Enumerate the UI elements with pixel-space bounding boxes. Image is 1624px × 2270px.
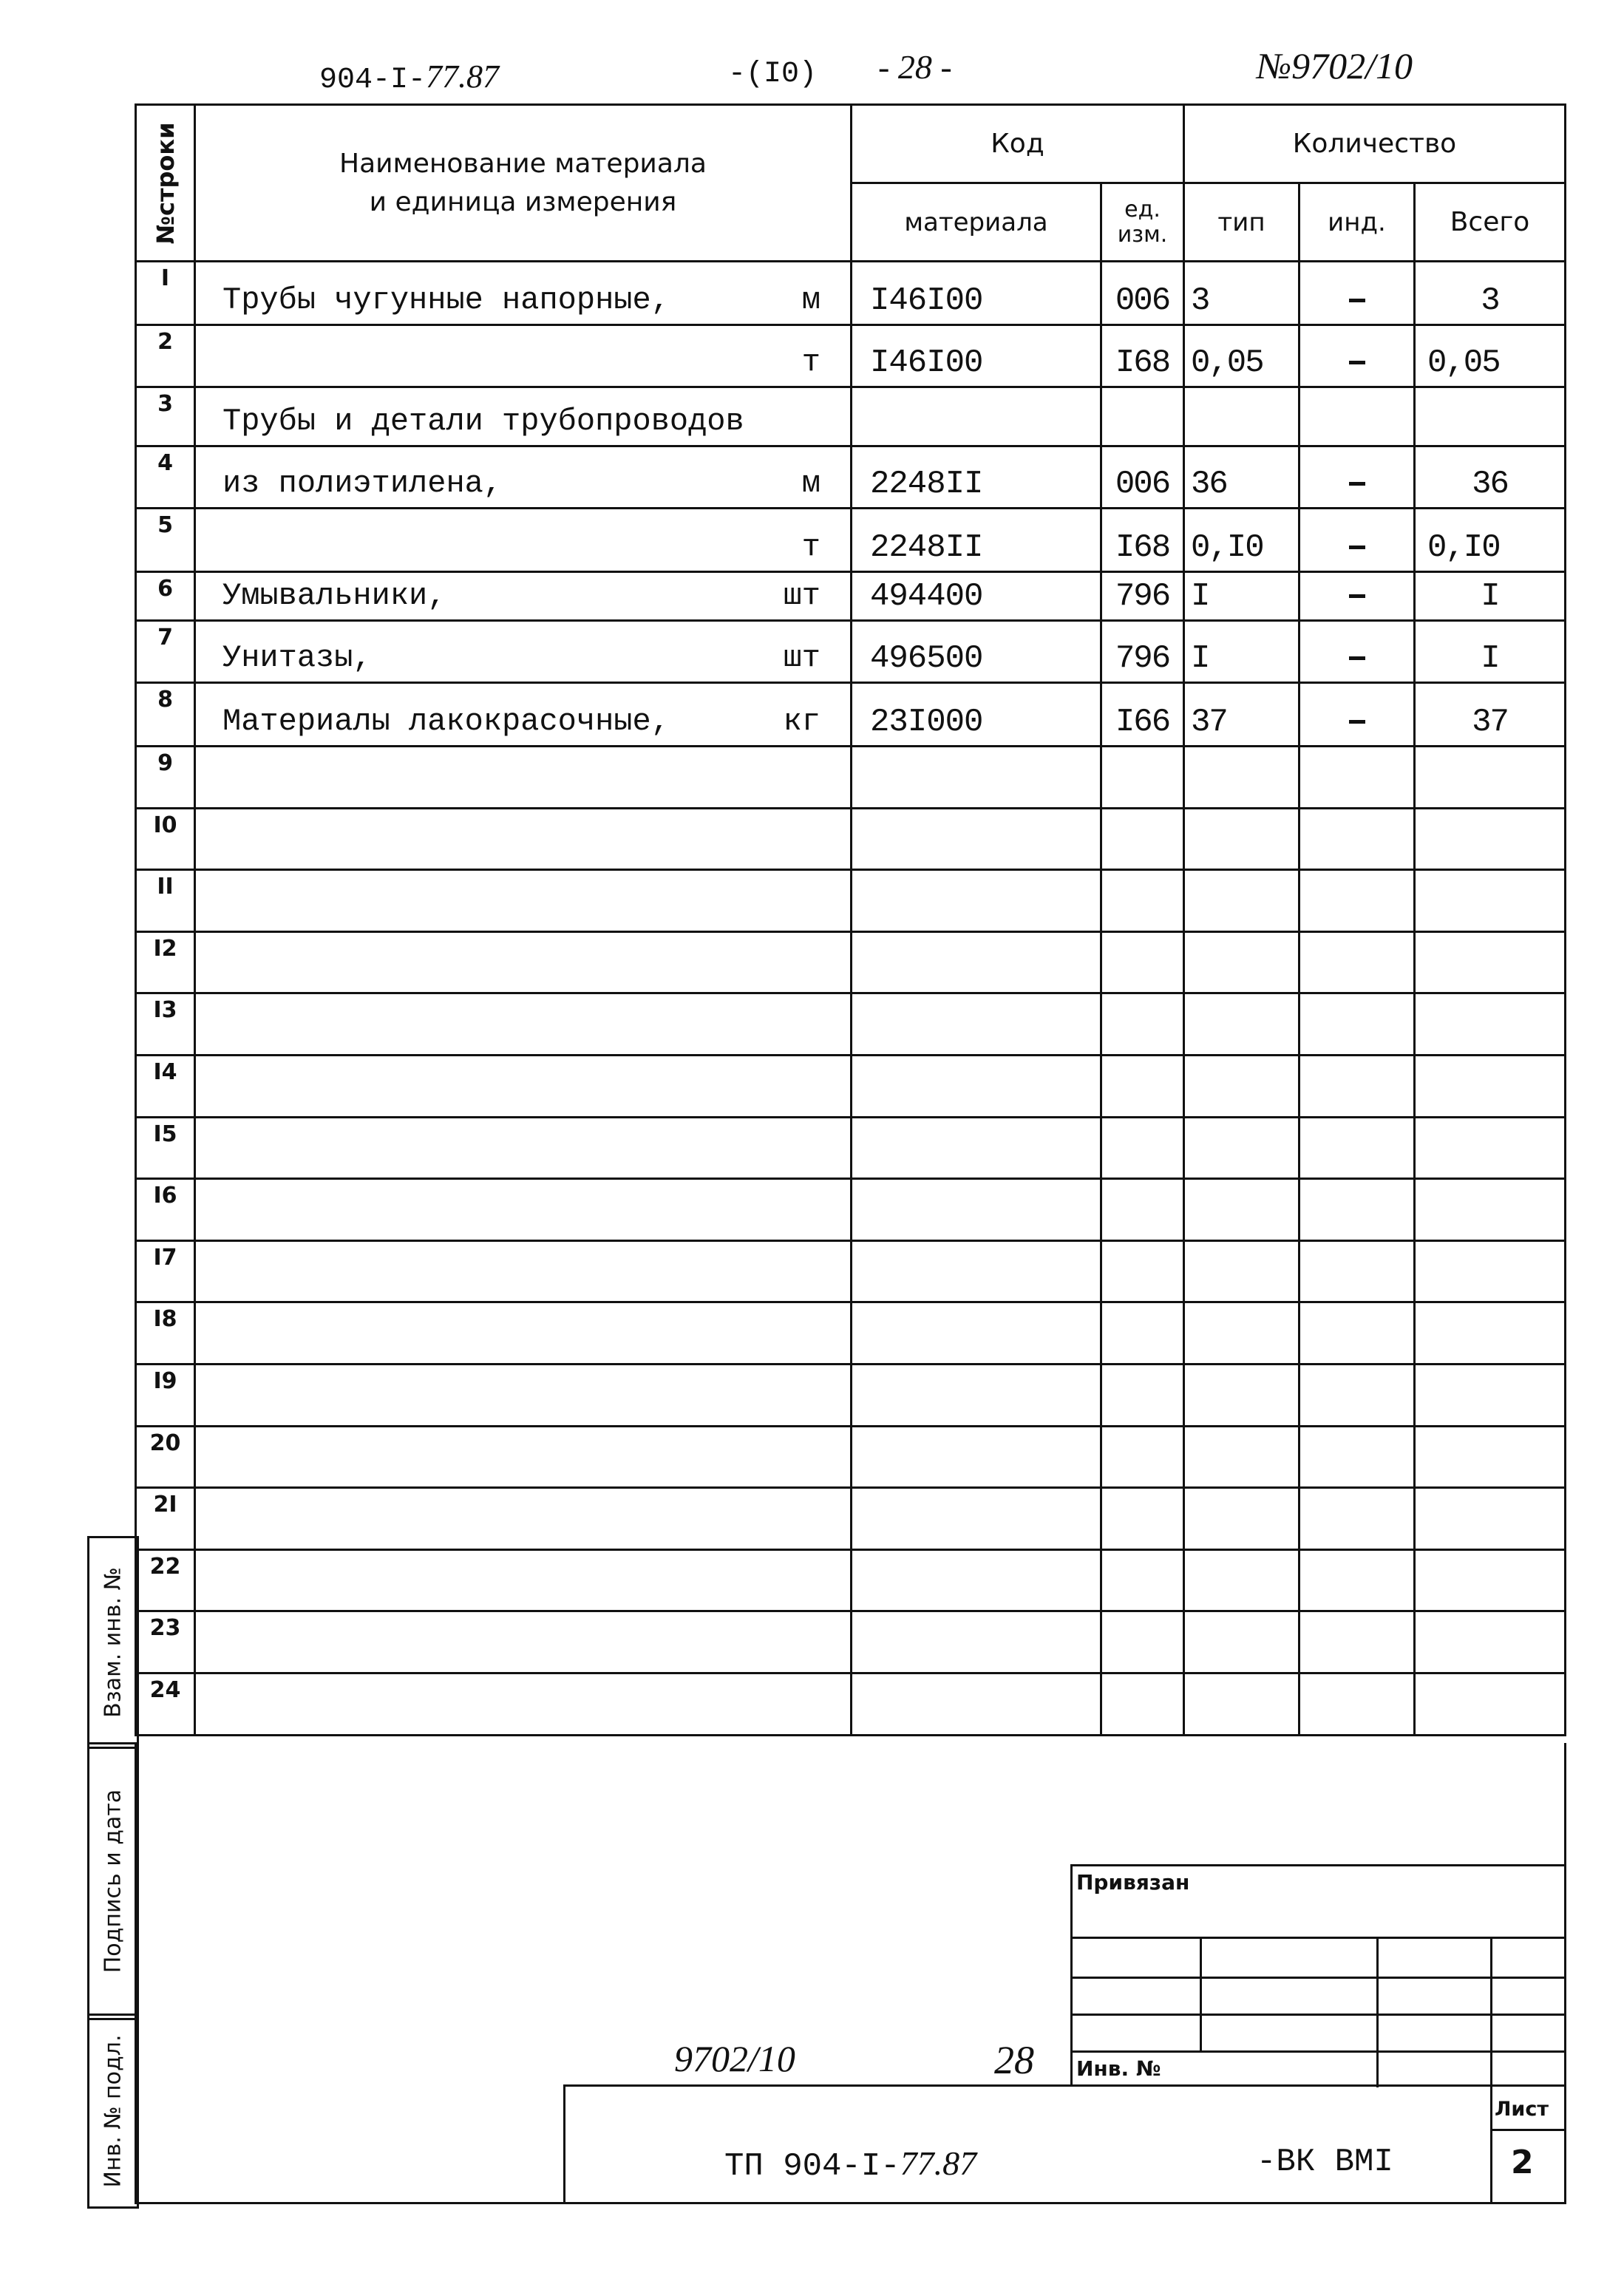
row-number: 5 (136, 509, 195, 572)
qty-type (1184, 1549, 1299, 1611)
row-number: 6 (136, 572, 195, 621)
col-code-group-header: Код (852, 105, 1184, 183)
material-code: I46I00 (852, 325, 1101, 387)
material-name (195, 1117, 852, 1179)
material-name (195, 1240, 852, 1302)
qty-total (1415, 747, 1566, 809)
material-code (852, 1240, 1101, 1302)
unit-code (1101, 1364, 1184, 1426)
unit-code (1101, 1302, 1184, 1365)
table-row (136, 572, 1566, 621)
qty-ind (1299, 387, 1415, 446)
side-sign-date: Подпись и дата (87, 1742, 139, 2020)
material-code (852, 1673, 1101, 1735)
material-name (195, 1179, 852, 1241)
unit-code (1101, 1240, 1184, 1302)
qty-total: 37 (1415, 683, 1566, 747)
qty-ind (1299, 747, 1415, 809)
table-row (136, 1549, 1566, 1611)
material-name-text: Умывальники, (222, 578, 446, 614)
material-code (852, 1302, 1101, 1365)
qty-total (1415, 1364, 1566, 1426)
row-number: I3 (136, 993, 195, 1056)
dash-mark (1349, 546, 1365, 549)
archive-number: №9702/10 (1257, 45, 1413, 86)
row-number: 3 (136, 387, 195, 446)
unit-code (1101, 1488, 1184, 1550)
col-qty-ind-header: инд. (1299, 183, 1415, 262)
qty-total (1415, 1240, 1566, 1302)
row-number: I2 (136, 931, 195, 993)
qty-type: 36 (1184, 446, 1299, 509)
table-row (136, 1426, 1566, 1488)
row-number: 24 (136, 1673, 195, 1735)
material-name (195, 621, 852, 683)
sheet-number: 2 (1511, 2144, 1534, 2181)
material-code (852, 870, 1101, 932)
table-row (136, 1240, 1566, 1302)
qty-total: I (1415, 572, 1566, 621)
material-code (852, 1117, 1101, 1179)
material-name (195, 1302, 852, 1365)
qty-ind (1299, 325, 1415, 387)
row-number: 9 (136, 747, 195, 809)
title-designation (724, 2144, 976, 2185)
qty-ind (1299, 1179, 1415, 1241)
qty-ind (1299, 1673, 1415, 1735)
dash-mark (1349, 720, 1365, 724)
table-row (136, 1117, 1566, 1179)
qty-total (1415, 931, 1566, 993)
qty-total (1415, 1611, 1566, 1673)
unit-code (1101, 993, 1184, 1056)
row-number: I6 (136, 1179, 195, 1241)
material-code (852, 808, 1101, 870)
table-row (136, 1055, 1566, 1117)
materials-table (135, 103, 1566, 1736)
unit-code: 796 (1101, 572, 1184, 621)
material-code (852, 1488, 1101, 1550)
material-code: I46I00 (852, 262, 1101, 325)
col-rownum-header: №строки (136, 105, 195, 262)
material-unit: м (801, 282, 821, 318)
material-name (195, 1426, 852, 1488)
qty-ind (1299, 621, 1415, 683)
row-number: 22 (136, 1549, 195, 1611)
qty-type (1184, 1302, 1299, 1365)
qty-type: 0,I0 (1184, 509, 1299, 572)
qty-type (1184, 1611, 1299, 1673)
row-number: 8 (136, 683, 195, 747)
material-name-text: Трубы и детали трубопроводов (222, 404, 744, 439)
material-unit: шт (783, 640, 821, 676)
qty-ind (1299, 1240, 1415, 1302)
row-number: 7 (136, 621, 195, 683)
qty-total (1415, 1179, 1566, 1241)
qty-ind (1299, 993, 1415, 1056)
qty-total: 0,05 (1415, 325, 1566, 387)
title-handwritten: 77.87 (900, 2144, 977, 2182)
row-number: 20 (136, 1426, 195, 1488)
material-name (195, 325, 852, 387)
qty-ind (1299, 1302, 1415, 1365)
qty-ind (1299, 572, 1415, 621)
qty-type (1184, 1055, 1299, 1117)
material-name (195, 870, 852, 932)
row-number: I5 (136, 1117, 195, 1179)
table-row (136, 1611, 1566, 1673)
inv-no-label: Инв. № (1076, 2056, 1161, 2081)
title-prefix: ТП 904-I- (724, 2148, 900, 2185)
unit-code (1101, 747, 1184, 809)
qty-total (1415, 1488, 1566, 1550)
handwritten-page-no: 28 (994, 2038, 1034, 2082)
material-unit: кг (783, 704, 821, 739)
col-code-unit-header: ед. изм. (1101, 183, 1184, 262)
qty-ind (1299, 1055, 1415, 1117)
table-row (136, 509, 1566, 572)
unit-code (1101, 1426, 1184, 1488)
dash-mark (1349, 656, 1365, 660)
row-number: I0 (136, 808, 195, 870)
unit-code: I68 (1101, 509, 1184, 572)
qty-ind (1299, 931, 1415, 993)
material-code (852, 1179, 1101, 1241)
qty-total: 3 (1415, 262, 1566, 325)
material-code: 23I000 (852, 683, 1101, 747)
unit-code (1101, 808, 1184, 870)
material-name (195, 993, 852, 1056)
material-code (852, 1611, 1101, 1673)
qty-type (1184, 1673, 1299, 1735)
col-code-material-header: материала (852, 183, 1101, 262)
unit-code (1101, 1179, 1184, 1241)
material-name (195, 1055, 852, 1117)
table-row (136, 325, 1566, 387)
qty-ind (1299, 808, 1415, 870)
row-number: 23 (136, 1611, 195, 1673)
material-name (195, 808, 852, 870)
unit-code (1101, 870, 1184, 932)
qty-total (1415, 1302, 1566, 1365)
material-name (195, 683, 852, 747)
table-row (136, 621, 1566, 683)
table-row (136, 262, 1566, 325)
material-code (852, 1426, 1101, 1488)
row-number: I7 (136, 1240, 195, 1302)
qty-type (1184, 387, 1299, 446)
qty-total (1415, 1055, 1566, 1117)
qty-total (1415, 387, 1566, 446)
table-row (136, 870, 1566, 932)
unit-code (1101, 1117, 1184, 1179)
side-inv-orig: Инв. № подл. (87, 2014, 139, 2209)
handwritten-archive-no: 9702/10 (674, 2038, 795, 2079)
col-qty-type-header: тип (1184, 183, 1299, 262)
qty-type (1184, 1240, 1299, 1302)
material-name-text: из полиэтилена, (222, 466, 503, 501)
material-name (195, 387, 852, 446)
material-name (195, 446, 852, 509)
qty-type (1184, 1117, 1299, 1179)
row-number: I4 (136, 1055, 195, 1117)
qty-total: 0,I0 (1415, 509, 1566, 572)
material-code (852, 747, 1101, 809)
table-row (136, 1364, 1566, 1426)
unit-code: 006 (1101, 262, 1184, 325)
row-number: 4 (136, 446, 195, 509)
material-name (195, 1673, 852, 1735)
qty-total (1415, 1673, 1566, 1735)
material-code (852, 1364, 1101, 1426)
qty-total (1415, 808, 1566, 870)
material-code (852, 387, 1101, 446)
material-code: 496500 (852, 621, 1101, 683)
page-number: - 28 - (878, 48, 952, 86)
table-row (136, 387, 1566, 446)
qty-total: I (1415, 621, 1566, 683)
unit-code (1101, 1055, 1184, 1117)
unit-code (1101, 387, 1184, 446)
material-code: 494400 (852, 572, 1101, 621)
row-number: 2 (136, 325, 195, 387)
qty-ind (1299, 509, 1415, 572)
qty-total: 36 (1415, 446, 1566, 509)
qty-ind (1299, 1117, 1415, 1179)
qty-ind (1299, 1364, 1415, 1426)
dash-mark (1349, 594, 1365, 598)
doc-code-handwritten: 77.87 (426, 58, 500, 95)
qty-type: 3 (1184, 262, 1299, 325)
qty-type (1184, 747, 1299, 809)
col-name-header: Наименование материала и единица измерения (195, 105, 852, 262)
qty-type: I (1184, 621, 1299, 683)
dash-mark (1349, 361, 1365, 364)
qty-total (1415, 1426, 1566, 1488)
material-unit: м (801, 466, 821, 501)
table-row (136, 1302, 1566, 1365)
table-row (136, 931, 1566, 993)
qty-type (1184, 870, 1299, 932)
linked-label: Привязан (1076, 1870, 1190, 1895)
qty-total (1415, 1549, 1566, 1611)
qty-ind (1299, 1549, 1415, 1611)
table-row (136, 683, 1566, 747)
qty-type (1184, 993, 1299, 1056)
unit-code: I66 (1101, 683, 1184, 747)
qty-ind (1299, 870, 1415, 932)
qty-total (1415, 993, 1566, 1056)
doc-code (319, 58, 499, 97)
table-row (136, 993, 1566, 1056)
qty-total (1415, 1117, 1566, 1179)
material-code: 2248II (852, 509, 1101, 572)
material-name (195, 1364, 852, 1426)
unit-code (1101, 1673, 1184, 1735)
qty-type (1184, 1179, 1299, 1241)
qty-ind (1299, 1426, 1415, 1488)
material-name (195, 931, 852, 993)
unit-code (1101, 1549, 1184, 1611)
section-number: -(I0) (728, 58, 818, 91)
table-row (136, 1488, 1566, 1550)
qty-type (1184, 1364, 1299, 1426)
row-number: I (136, 262, 195, 325)
material-name (195, 1611, 852, 1673)
material-code (852, 993, 1101, 1056)
qty-type (1184, 808, 1299, 870)
table-row (136, 808, 1566, 870)
material-unit: т (801, 344, 821, 380)
material-code (852, 931, 1101, 993)
row-number: 2I (136, 1488, 195, 1550)
unit-code: 796 (1101, 621, 1184, 683)
qty-ind (1299, 262, 1415, 325)
table-row (136, 747, 1566, 809)
material-name-text: Трубы чугунные напорные, (222, 282, 670, 318)
table-row (136, 1673, 1566, 1735)
sheet-label: Лист (1495, 2098, 1549, 2121)
unit-code: 006 (1101, 446, 1184, 509)
unit-code (1101, 1611, 1184, 1673)
col-qty-group-header: Количество (1184, 105, 1566, 183)
material-name (195, 572, 852, 621)
material-name (195, 1488, 852, 1550)
dash-mark (1349, 299, 1365, 302)
material-name (195, 509, 852, 572)
qty-type (1184, 931, 1299, 993)
material-name-text: Материалы лакокрасочные, (222, 704, 670, 739)
qty-type (1184, 1488, 1299, 1550)
unit-code: I68 (1101, 325, 1184, 387)
material-name-text: Унитазы, (222, 640, 372, 676)
dash-mark (1349, 482, 1365, 486)
qty-type: I (1184, 572, 1299, 621)
material-name (195, 1549, 852, 1611)
qty-ind (1299, 683, 1415, 747)
row-number: II (136, 870, 195, 932)
qty-total (1415, 870, 1566, 932)
qty-type: 37 (1184, 683, 1299, 747)
title-suffix: -ВК ВМI (1257, 2144, 1393, 2181)
material-unit: т (801, 529, 821, 565)
table-row (136, 446, 1566, 509)
material-code (852, 1055, 1101, 1117)
material-name (195, 747, 852, 809)
row-number: I8 (136, 1302, 195, 1365)
qty-ind (1299, 1611, 1415, 1673)
unit-code (1101, 931, 1184, 993)
material-name (195, 262, 852, 325)
doc-code-prefix: 904-I- (319, 64, 427, 97)
table-row (136, 1179, 1566, 1241)
qty-ind (1299, 446, 1415, 509)
material-code: 2248II (852, 446, 1101, 509)
material-unit: шт (783, 578, 821, 614)
side-replace-inv: Взам. инв. № (87, 1536, 139, 1749)
qty-ind (1299, 1488, 1415, 1550)
material-code (852, 1549, 1101, 1611)
qty-type: 0,05 (1184, 325, 1299, 387)
col-qty-total-header: Всего (1415, 183, 1566, 262)
row-number: I9 (136, 1364, 195, 1426)
qty-type (1184, 1426, 1299, 1488)
